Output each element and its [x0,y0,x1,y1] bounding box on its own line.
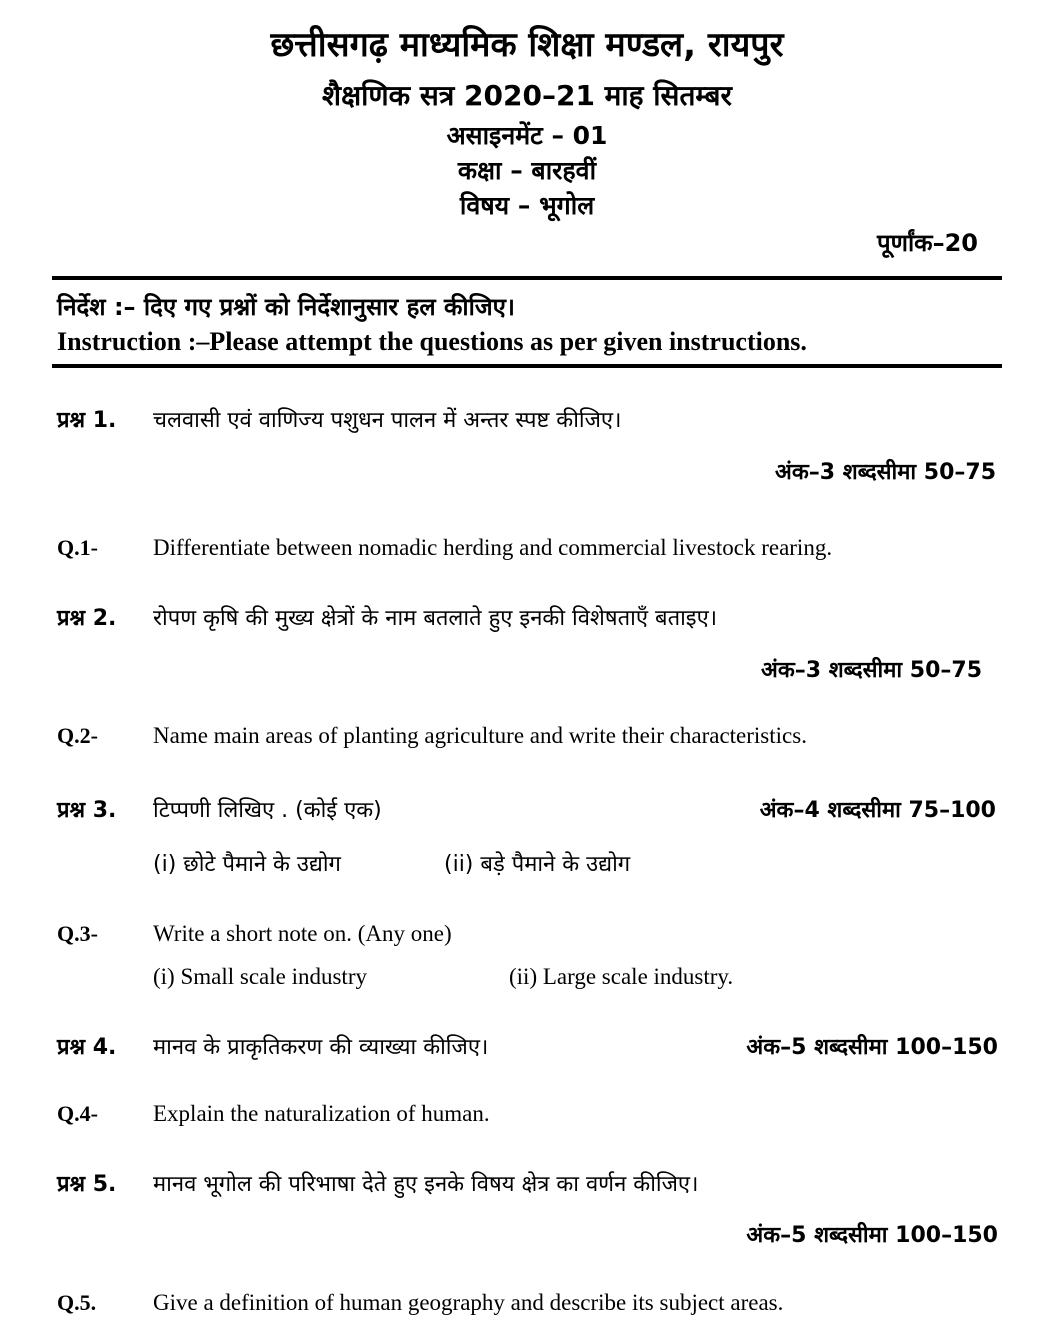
class-label: कक्षा – बारहवीं [457,156,597,185]
question-1-hindi-text: चलवासी एवं वाणिज्य पशुधन पालन में अन्तर स्पष्ट कीजिए। [153,408,622,433]
question-5-marks: अंक–5 शब्दसीमा 100–150 [746,1223,998,1248]
question-1-marks: अंक–3 शब्दसीमा 50–75 [775,460,996,485]
question-4-marks: अंक–5 शब्दसीमा 100–150 [746,1035,998,1060]
question-4-hindi-label: प्रश्न 4. [57,1035,117,1060]
question-3-hindi-text: टिप्पणी लिखिए . (कोई एक) [153,798,382,823]
total-marks: पूर्णांक–20 [876,229,978,257]
question-5-hindi-text: मानव भूगोल की परिभाषा देते हुए इनके विषय क्षेत्र का वर्णन कीजिए। [153,1172,699,1197]
divider-bottom [52,364,1002,368]
question-3-marks: अंक–4 शब्दसीमा 75–100 [759,798,996,823]
question-3-english-label: Q.3- [57,921,98,946]
question-2-english-label: Q.2- [57,723,98,748]
question-3-english-option-1: (i) Small scale industry [153,964,367,989]
question-1-english-label: Q.1- [57,535,98,560]
question-3-hindi-label: प्रश्न 3. [57,798,117,823]
subject-label: विषय – भूगोल [459,191,595,220]
question-3-english-option-2: (ii) Large scale industry. [509,964,734,989]
question-3-english-text: Write a short note on. (Any one) [153,921,452,946]
question-5-english-label: Q.5. [57,1290,97,1315]
divider-top [52,276,1002,280]
question-5-english-text: Give a definition of human geography and describe its subject areas. [153,1290,784,1315]
question-2-hindi-text: रोपण कृषि की मुख्य क्षेत्रों के नाम बतलाते हुए इनकी विशेषताएँ बताइए। [153,606,718,631]
question-4-english-label: Q.4- [57,1101,98,1126]
question-4-hindi-text: मानव के प्राकृतिकरण की व्याख्या कीजिए। [153,1035,489,1060]
question-3-hindi-option-1: (i) छोटे पैमाने के उद्योग [153,852,341,877]
question-1-english-text: Differentiate between nomadic herding and commercial livestock rearing. [153,535,833,560]
instruction-english: Instruction :–Please attempt the questions as per given instructions. [57,327,807,356]
question-4-english-text: Explain the naturalization of human. [153,1101,490,1126]
session-title: शैक्षणिक सत्र 2020–21 माह सितम्बर [322,79,732,112]
instruction-hindi: निर्देश :– दिए गए प्रश्नों को निर्देशानुसार हल कीजिए। [57,293,515,321]
question-3-hindi-option-2: (ii) बड़े पैमाने के उद्योग [444,852,631,877]
question-5-hindi-label: प्रश्न 5. [57,1172,117,1197]
question-2-english-text: Name main areas of planting agriculture and write their characteristics. [153,723,807,748]
assignment-number: असाइनमेंट – 01 [446,121,608,150]
board-title: छत्तीसगढ़ माध्यमिक शिक्षा मण्डल, रायपुर [270,25,784,65]
question-2-hindi-label: प्रश्न 2. [57,606,117,631]
question-2-marks: अंक–3 शब्दसीमा 50–75 [761,658,982,683]
question-1-hindi-label: प्रश्न 1. [57,408,117,433]
